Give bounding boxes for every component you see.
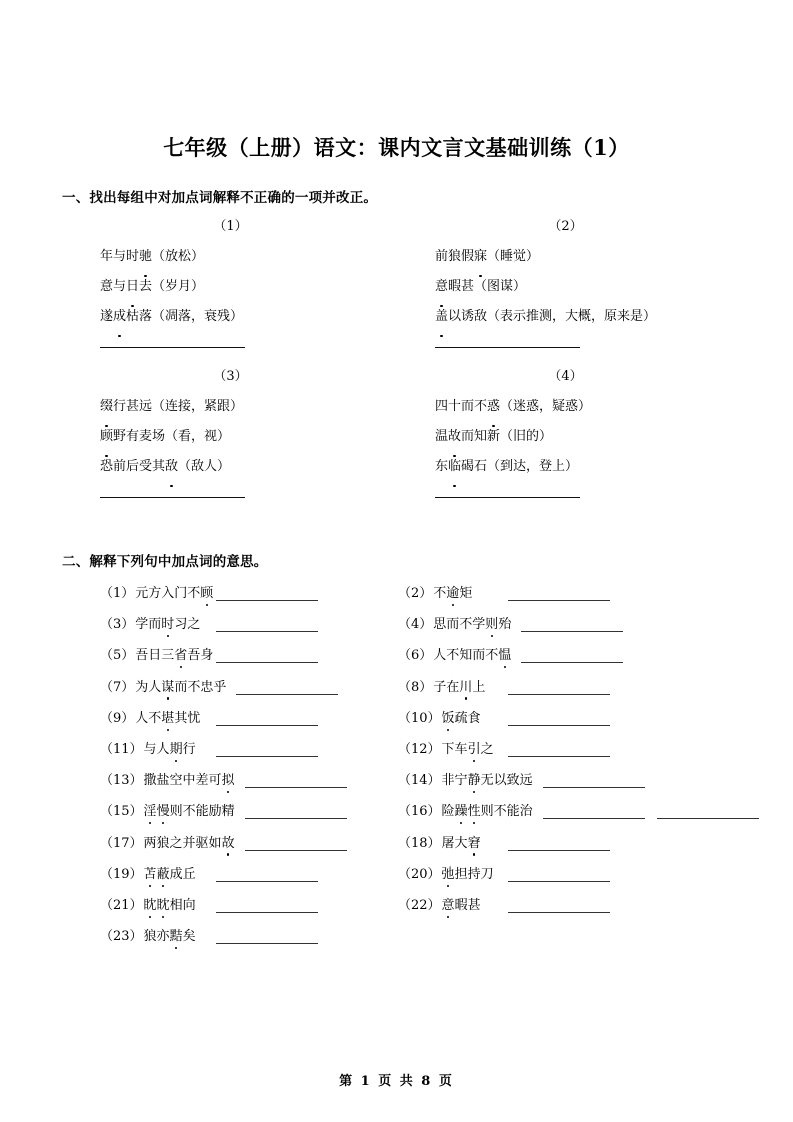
text-run: 人不 [135, 710, 162, 726]
item-phrase [144, 738, 196, 757]
emphasis-dot-char: 时 [161, 613, 174, 632]
group-label: （4） [548, 369, 583, 384]
emphasis-dot-char: 淫 [144, 800, 157, 819]
correction-answer-blank[interactable] [435, 346, 580, 348]
text-run: 行甚远（连接，紧跟） [113, 399, 244, 414]
emphasis-dot-char: 逾 [446, 582, 459, 601]
page-footer: 第 1 页 共 8 页 [339, 1074, 454, 1089]
item-number: （12） [398, 742, 441, 757]
question-group [435, 212, 656, 348]
emphasis-dot-char: 堪 [161, 707, 174, 726]
item-answer-blank[interactable] [508, 899, 610, 913]
item-phrase [135, 676, 226, 695]
text-run: 元方入门不 [135, 586, 201, 601]
item-number: （22） [398, 898, 441, 913]
group-option-line [435, 302, 656, 332]
item-phrase [144, 925, 196, 944]
text-run: 暇甚 [454, 898, 481, 913]
item-answer-blank[interactable] [236, 681, 338, 695]
emphasis-dot-char: 性 [468, 800, 481, 819]
item-number: （21） [100, 898, 143, 913]
explain-item [398, 832, 610, 851]
explain-item [398, 738, 610, 757]
item-number: （9） [100, 710, 135, 726]
explain-item [398, 800, 759, 819]
page-title: 七年级（上册）语文：课内文言文基础训练（1） [163, 135, 630, 160]
emphasis-dot-char: 苫 [144, 863, 157, 882]
item-phrase [433, 582, 472, 601]
item-answer-blank[interactable] [543, 774, 645, 788]
emphasis-dot-char: 引 [468, 738, 481, 757]
explain-item [100, 800, 347, 819]
item-answer-blank[interactable] [245, 774, 347, 788]
item-number: （1） [100, 586, 135, 601]
item-number: （23） [100, 929, 143, 945]
item-number: （10） [398, 710, 441, 726]
group-option-line [435, 452, 638, 482]
item-answer-blank[interactable] [521, 649, 623, 663]
explain-item [100, 925, 318, 944]
text-run: 则不能励精 [169, 804, 235, 820]
text-run: 思而不学 [433, 617, 486, 633]
question-group [100, 362, 303, 498]
item-number: （6） [398, 648, 433, 664]
text-run: 暇甚（图谋） [448, 279, 527, 294]
item-phrase [433, 676, 485, 695]
item-number: （4） [398, 617, 433, 633]
group-option-line [435, 422, 638, 452]
text-run: 两狼之并驱如 [143, 835, 222, 851]
item-number: （16） [398, 804, 441, 820]
item-phrase [135, 707, 200, 726]
item-phrase [135, 613, 200, 632]
emphasis-dot-char: 眈 [157, 894, 170, 913]
group-label: （2） [548, 219, 583, 234]
group-option-line [435, 392, 638, 422]
emphasis-dot-char: 静 [468, 769, 481, 788]
text-run: 吾身 [187, 648, 214, 664]
explain-item [398, 707, 610, 726]
emphasis-dot-char: 寐 [474, 242, 487, 272]
text-run: 不 [433, 586, 447, 601]
emphasis-dot-char: 盖 [435, 302, 448, 332]
group-option-line [100, 272, 303, 302]
correction-answer-blank[interactable] [435, 496, 580, 498]
text-run: 行 [182, 742, 196, 757]
group-label: （3） [213, 369, 248, 384]
text-run: 习之 [174, 617, 201, 633]
emphasis-dot-char: 意 [442, 894, 455, 913]
text-run: 枯落（凋落，衰残） [126, 309, 244, 324]
item-phrase [144, 863, 196, 882]
emphasis-dot-char: 故 [448, 422, 461, 452]
emphasis-dot-char: 拟 [222, 769, 235, 788]
text-run: 险 [441, 804, 455, 820]
text-run: 矣 [182, 929, 196, 945]
text-run: 则不能治 [480, 804, 533, 820]
section-1-heading: 一、找出每组中对加点词解释不正确的一项并改正。 [62, 190, 378, 206]
explain-item [100, 894, 318, 913]
item-answer-blank[interactable] [657, 805, 759, 819]
explain-item [398, 769, 645, 788]
item-phrase [144, 800, 235, 819]
text-run: 年与时 [100, 249, 140, 264]
emphasis-dot-char: 驰 [139, 242, 152, 272]
emphasis-dot-char: 慢 [157, 800, 170, 819]
text-run: 以诱敌（表示推测，大概，原来是） [448, 309, 657, 324]
item-answer-blank[interactable] [508, 587, 610, 601]
text-run: 野有麦场（看，视） [113, 429, 231, 444]
item-answer-blank[interactable] [508, 837, 610, 851]
item-number: （20） [398, 866, 441, 882]
emphasis-dot-char: 故 [222, 832, 235, 851]
text-run: 而不忠乎 [174, 679, 227, 695]
emphasis-dot-char: 川 [459, 676, 472, 695]
text-run: 遂 [100, 309, 114, 324]
item-answer-blank[interactable] [508, 681, 610, 695]
explain-item [398, 894, 610, 913]
group-option-line [435, 242, 656, 272]
emphasis-dot-char: 眈 [144, 894, 157, 913]
item-phrase [433, 613, 511, 632]
emphasis-dot-char: 躁 [455, 800, 468, 819]
emphasis-dot-char: 缀 [100, 392, 113, 422]
explain-item [398, 644, 623, 663]
group-option-line [100, 422, 303, 452]
emphasis-dot-char: 饭 [442, 707, 455, 726]
emphasis-dot-char: 蔽 [157, 863, 170, 882]
text-run: 其忧 [174, 710, 201, 726]
item-number: （5） [100, 648, 135, 664]
text-run: 恐前后受其 [100, 459, 166, 474]
text-run: 屠大 [441, 835, 468, 851]
item-answer-blank[interactable] [216, 930, 318, 944]
explain-item [398, 676, 610, 695]
item-phrase [135, 644, 213, 663]
text-run: 东 [435, 459, 449, 474]
text-run: 狼亦 [143, 929, 170, 945]
correction-answer-blank[interactable] [100, 496, 245, 498]
emphasis-dot-char: 敌 [165, 452, 178, 482]
item-number: （18） [398, 835, 441, 851]
item-number: （15） [100, 804, 143, 820]
explain-item [100, 769, 347, 788]
text-run: 温 [435, 429, 449, 444]
group-option-line [435, 272, 656, 302]
explain-item [100, 676, 338, 695]
item-phrase [135, 582, 213, 601]
emphasis-dot-char: 窘 [468, 832, 481, 851]
emphasis-dot-char: 期 [170, 738, 183, 757]
question-group [100, 212, 303, 348]
explain-item [100, 644, 318, 663]
group-option-line [100, 452, 303, 482]
item-phrase [442, 863, 494, 882]
text-run: 意与 [100, 279, 127, 294]
text-run: 撒盐空中差可 [143, 773, 222, 789]
item-number: （13） [100, 773, 143, 789]
emphasis-dot-char: 日 [126, 272, 139, 302]
emphasis-dot-char: 弛 [442, 863, 455, 882]
correction-answer-blank[interactable] [100, 346, 245, 348]
item-phrase [144, 894, 196, 913]
item-answer-blank[interactable] [508, 712, 610, 726]
item-number: （19） [100, 866, 143, 882]
item-answer-blank[interactable] [216, 587, 318, 601]
item-number: （8） [398, 679, 433, 695]
text-run: （放松） [152, 249, 205, 264]
item-answer-blank[interactable] [216, 743, 318, 757]
emphasis-dot-char: 惑 [487, 392, 500, 422]
item-number: （17） [100, 835, 143, 851]
item-number: （11） [100, 742, 143, 757]
text-run: 下车 [441, 742, 468, 757]
text-run: （睡觉） [487, 249, 540, 264]
emphasis-dot-char: 临 [448, 452, 461, 482]
emphasis-dot-char: 省 [174, 644, 187, 663]
emphasis-dot-char: 谋 [161, 676, 174, 695]
text-run: 子在 [433, 679, 460, 695]
item-answer-blank[interactable] [245, 805, 347, 819]
text-run: 担持刀 [454, 866, 494, 882]
text-run: 成丘 [169, 866, 196, 882]
explain-item [100, 582, 318, 601]
explain-item [100, 613, 318, 632]
item-answer-blank[interactable] [245, 837, 347, 851]
emphasis-dot-char: 成 [113, 302, 126, 332]
item-phrase [442, 800, 533, 819]
explain-item [398, 582, 610, 601]
item-answer-blank[interactable] [521, 618, 623, 632]
emphasis-dot-char: 顾 [100, 422, 113, 452]
item-number: （2） [398, 586, 433, 601]
text-run: 为人 [135, 679, 162, 695]
item-number: （3） [100, 617, 135, 633]
explain-item [100, 738, 318, 757]
emphasis-dot-char: 意 [435, 272, 448, 302]
text-run: 吾日三 [135, 648, 175, 664]
text-run: 相向 [169, 898, 196, 913]
text-run: 去（岁月） [139, 279, 205, 294]
emphasis-dot-char: 愠 [498, 644, 511, 663]
explain-item [100, 707, 318, 726]
emphasis-dot-char: 则 [485, 613, 498, 632]
item-answer-blank[interactable] [216, 868, 318, 882]
item-answer-blank[interactable] [216, 618, 318, 632]
explain-item [100, 863, 318, 882]
group-label: （1） [213, 219, 248, 234]
text-run: 无以致远 [480, 773, 533, 789]
section-2-heading: 二、解释下列句中加点词的意思。 [62, 554, 268, 570]
explain-item [398, 613, 623, 632]
group-option-line [100, 392, 303, 422]
item-phrase [442, 769, 533, 788]
text-run: 前狼假 [435, 249, 475, 264]
item-answer-blank[interactable] [216, 899, 318, 913]
explain-item [100, 832, 347, 851]
text-run: 殆 [498, 617, 512, 633]
explain-item [398, 863, 610, 882]
item-phrase [442, 738, 494, 757]
text-run: 而知新（旧的） [461, 429, 553, 444]
text-run: （迷惑，疑惑） [500, 399, 592, 414]
text-run: 四十而不 [435, 399, 488, 414]
question-group [435, 362, 638, 498]
item-phrase [144, 769, 235, 788]
text-run: 疏食 [454, 710, 481, 726]
text-run: 碣石（到达，登上） [461, 459, 579, 474]
item-answer-blank[interactable] [508, 868, 610, 882]
item-answer-blank[interactable] [543, 805, 645, 819]
item-number: （7） [100, 679, 135, 695]
emphasis-dot-char: 顾 [200, 582, 213, 601]
text-run: 之 [480, 742, 494, 757]
emphasis-dot-char: 黠 [170, 925, 183, 944]
group-option-line [100, 242, 303, 272]
item-answer-blank[interactable] [216, 649, 318, 663]
text-run: 上 [472, 679, 486, 695]
item-answer-blank[interactable] [508, 743, 610, 757]
text-run: 矩 [459, 586, 473, 601]
item-phrase [442, 832, 481, 851]
item-answer-blank[interactable] [216, 712, 318, 726]
item-phrase [433, 644, 511, 663]
item-phrase [144, 832, 235, 851]
item-number: （14） [398, 773, 441, 789]
text-run: 学而 [135, 617, 162, 633]
text-run: 非宁 [441, 773, 468, 789]
text-run: （敌人） [178, 459, 231, 474]
item-phrase [442, 894, 481, 913]
item-phrase [442, 707, 481, 726]
text-run: 与人 [143, 742, 170, 757]
text-run: 人不知而不 [433, 648, 499, 664]
